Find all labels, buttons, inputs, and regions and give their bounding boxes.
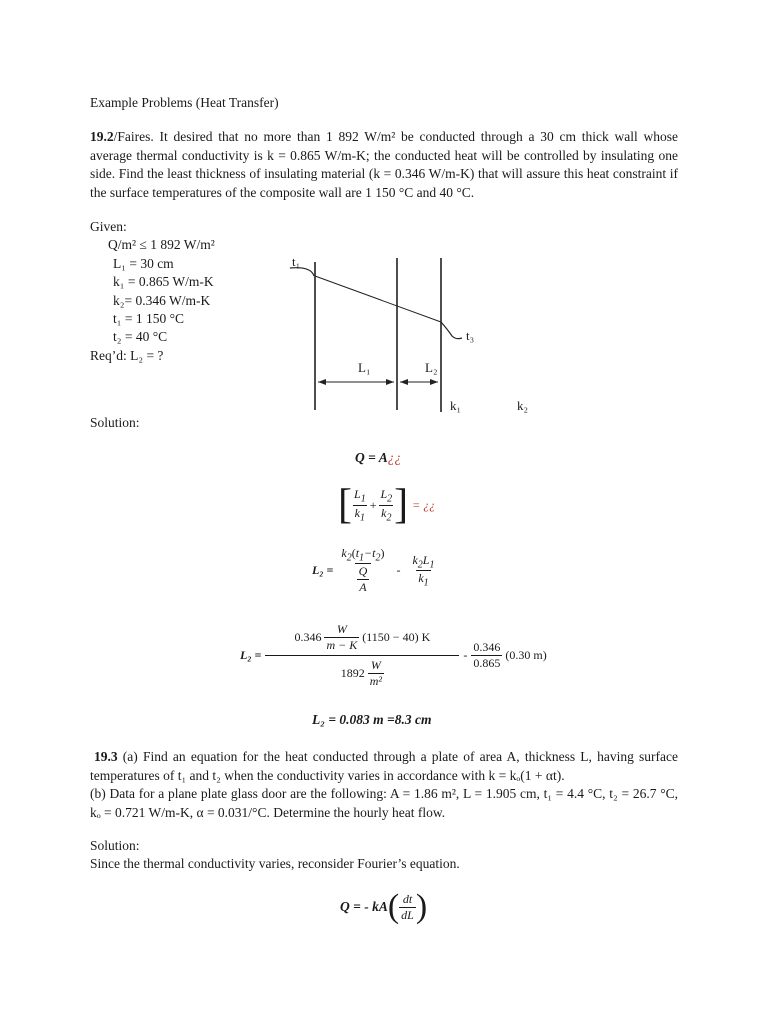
eq5-den: dL [401, 907, 414, 922]
problem-text-a: (a) Find an equation for the heat conducted through a plate of area A, thickness L, having surface temperatures of t₁ and t₂ when the conductivity varies in accordance with k = kₒ(1 + αt). [90, 749, 678, 783]
eq5-lhs: Q = - kA [340, 899, 388, 914]
fourier-text: Since the thermal conductivity varies, reconsider Fourier’s equation. [90, 856, 460, 871]
label-L1: L₁ [358, 360, 371, 375]
problem-number: 19.3 [94, 749, 118, 764]
problem-number: 19.2 [90, 129, 114, 144]
problem-text-b: (b) Data for a plane plate glass door are the following: A = 1.86 m², L = 1.905 cm, t₁ = 4.4 °C, t₂ = 26.7 °C, kₒ = 0.721 W/m-K, α = 0.031/°C. Determine the hourly heat flow. [90, 786, 678, 820]
label-k1: k₁ [450, 398, 462, 413]
eq3-lhs: L₂ = [312, 563, 334, 578]
outlet-temp-curve [441, 322, 462, 339]
label-k2: k₂ [517, 398, 529, 413]
eq4-W: W [336, 622, 347, 636]
given-item: t₂ = 40 °C [113, 329, 168, 345]
eq2-rest: = ¿¿ [412, 497, 436, 512]
given-item: Q/m² ≤ 1 892 W/m² [108, 237, 215, 253]
solution-label-2: Solution: [90, 838, 140, 853]
required: Req’d: L₂ = ? [90, 347, 164, 363]
given-item: k₁ = 0.865 W/m-K [113, 274, 214, 290]
given-heading: Given: [90, 219, 127, 234]
given-item: t₁ = 1 150 °C [113, 311, 184, 327]
eq4-k1b: 0.865 [473, 656, 501, 670]
eq1-lhs: Q = A [355, 450, 388, 465]
eq1-rest: ¿¿ [387, 450, 402, 465]
eq4-temps: (1150 − 40) K [362, 630, 431, 644]
equation-3: L₂ = $k_2(t_1-t_2)$ Q A - $\frac{k_2L_1}{k_1}$ [312, 546, 435, 595]
given-item: L₁ = 30 cm [113, 255, 174, 271]
equation-5: Q = - kA ( $\frac{dt}{dL}$ ) [340, 888, 428, 925]
eq4-m2: m² [369, 674, 382, 688]
solution-label: Solution: [90, 415, 140, 430]
eq4-k2: 0.346 [294, 630, 322, 644]
eq4-Q: 1892 [340, 666, 365, 680]
label-t1: t₁ [292, 254, 301, 269]
eq4-L1: (0.30 m) [505, 648, 547, 662]
label-L2: L₂ [425, 360, 438, 375]
temperature-profile [315, 276, 441, 322]
eq4-k2b: 0.346 [473, 640, 501, 654]
eq5-num: dt [402, 891, 413, 906]
problem-text: /Faires. It desired that no more than 1 892 W/m² be conducted through a 30 cm thick wall whose average thermal conductivity is k = 0.865 W/m-K; the conducted heat will be controlled by insulating one side. Find the least thickness of insulating material (k = 0.346 W/m-K) that will assure this heat constraint if the surface temperatures of the composite wall are 1 150 °C and 40 °C. [90, 129, 678, 200]
page-header: Example Problems (Heat Transfer) [90, 95, 279, 110]
result: L₂ = 0.083 m =8.3 cm [312, 712, 432, 727]
eq4-W2: W [370, 658, 381, 672]
equation-2: [ $\frac{L_1}{k_1}$ + $\frac{L_2}{k_2}$ ] = ¿¿ [338, 482, 436, 528]
given-item: k₂= 0.346 W/m-K [113, 292, 211, 308]
equation-1 [355, 450, 401, 466]
eq4-mK: m − K [326, 638, 358, 652]
problem-19-3 [90, 748, 678, 822]
label-t3: t₃ [466, 328, 475, 343]
equation-4: L₂ = 0.346 $\frac{W}{m - K}$ (1150 − 40) K 1892 $\frac{W}{\text{m²}}$ - $\frac{0.346}{0.865}$ (0.30 m) [240, 622, 547, 688]
eq4-lhs: L₂ = [240, 648, 262, 662]
